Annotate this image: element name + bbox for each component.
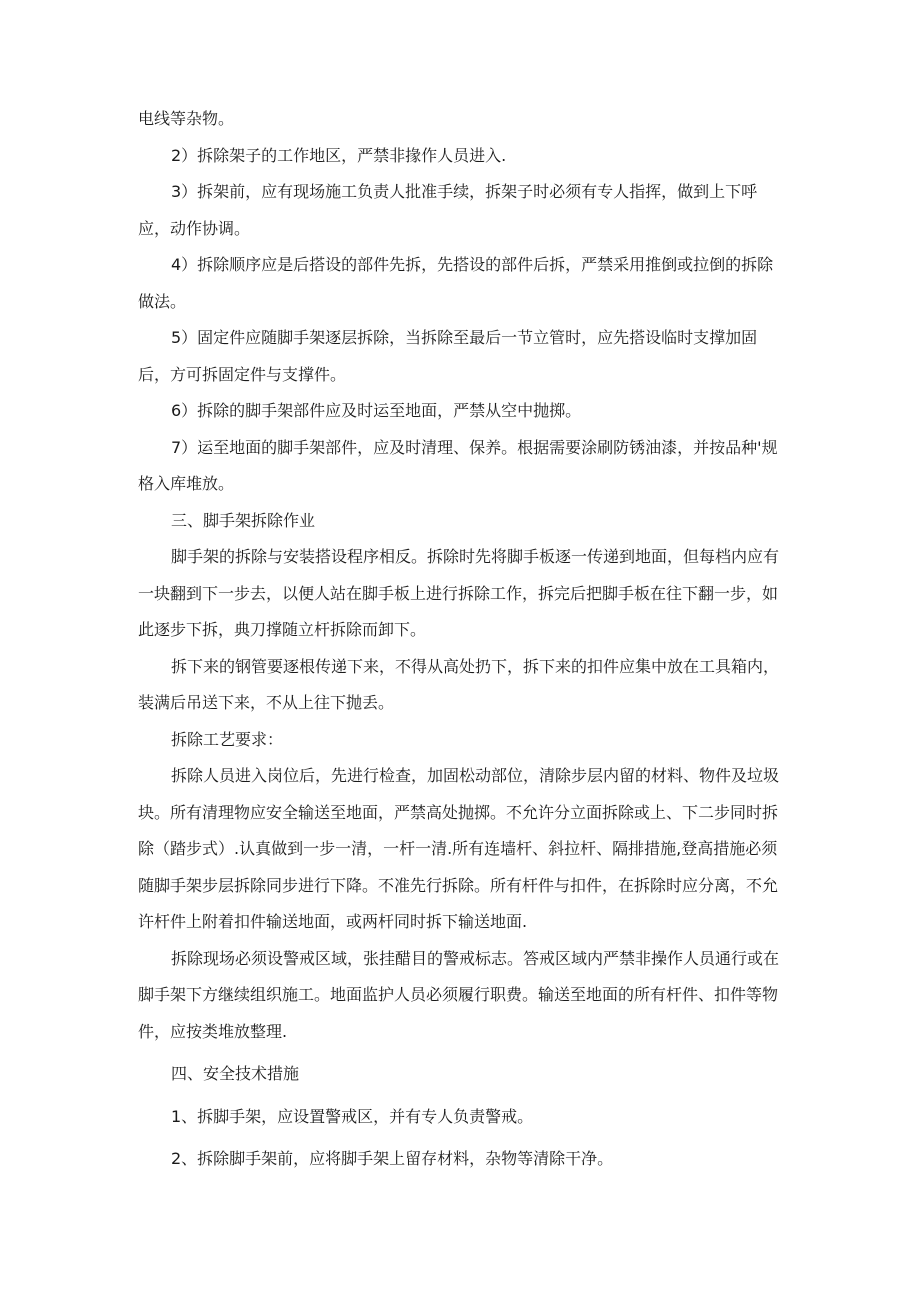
section-heading-3: 三、脚手架拆除作业 [171,510,316,530]
document-body [138,101,788,1178]
paragraph-steel-pipes: 拆下来的钢管要逐根传递下来，不得从高处扔下，拆下来的扣件应集中放在工具箱内，装满后吊送下来，不从上往下抛丢。 [138,656,780,712]
paragraph-item-5: 5）固定件应随脚手架逐层拆除，当拆除至最后一节立管时，应先搭设临时支撑加固后，方可拆固定件与支撑件。 [138,328,758,384]
paragraph-process-requirements: 拆除人员进入岗位后，先进行检查，加固松动部位，清除步层内留的材料、物件及垃圾块。所有清理物应安全输送至地面，严禁高处抛掷。不允许分立面拆除或上、下二步同时拆除（踏步式）.认真做到一步一清，一杆一清.所有连墙杆、斜拉杆、隔排措施,登高措施必须随脚手架步层拆除同步进行下降。不准先行拆除。所有杆件与扣件，在拆除时应分离，不允许杆件上附着扣件输送地面，或两杆同时拆下输送地面. [138,766,780,931]
paragraph-item-6: 6）拆除的脚手架部件应及时运至地面，严禁从空中抛掷。 [171,401,582,420]
paragraph-warning-zone: 拆除现场必须设警戒区域，张挂醋目的警戒标志。答戒区域内严禁非操作人员通行或在脚手架下方继续组织施工。地面监护人员必须履行职费。输送至地面的所有杆件、扣件等物件，应按类堆放整理. [138,948,780,1041]
paragraph-dismantle-order: 脚手架的拆除与安装搭设程序相反。拆除时先将脚手板逐一传递到地面，但每档内应有一块翻到下一步去，以便人站在脚手板上进行拆除工作，拆完后把脚手板在往下翻一步，如此逐步下拆，典刀撑随立杆拆除而卸下。 [138,547,780,639]
paragraph-item-2: 2）拆除架子的工作地区，严禁非掾作人员进入. [171,145,507,165]
section-heading-4: 四、安全技术措施 [171,1064,300,1083]
paragraph-item-4: 4）拆除顺序应是后搭设的部件先拆，先搭设的部件后拆，严禁采用推倒或拉倒的拆除做法。 [138,255,774,311]
paragraph-item-3: 3）拆架前，应有现场施工负责人批准手续，拆架子时必须有专人指挥，做到上下呼应，动作协调。 [138,182,758,238]
safety-item-2: 2、拆除脚手架前，应将脚手架上留存材料，杂物等清除干净。 [171,1149,614,1168]
paragraph-item-7: 7）运至地面的脚手架部件，应及时清理、保养。根据需要涂刷防锈油漆，并按品种'规格入库堆放。 [138,437,778,493]
safety-item-1: 1、拆脚手架，应设置警戒区，并有专人负责警戒。 [171,1106,534,1126]
paragraph-process-requirements-label: 拆除工艺要求： [171,729,284,749]
paragraph-continuation: 电线等杂物。 [138,109,235,128]
